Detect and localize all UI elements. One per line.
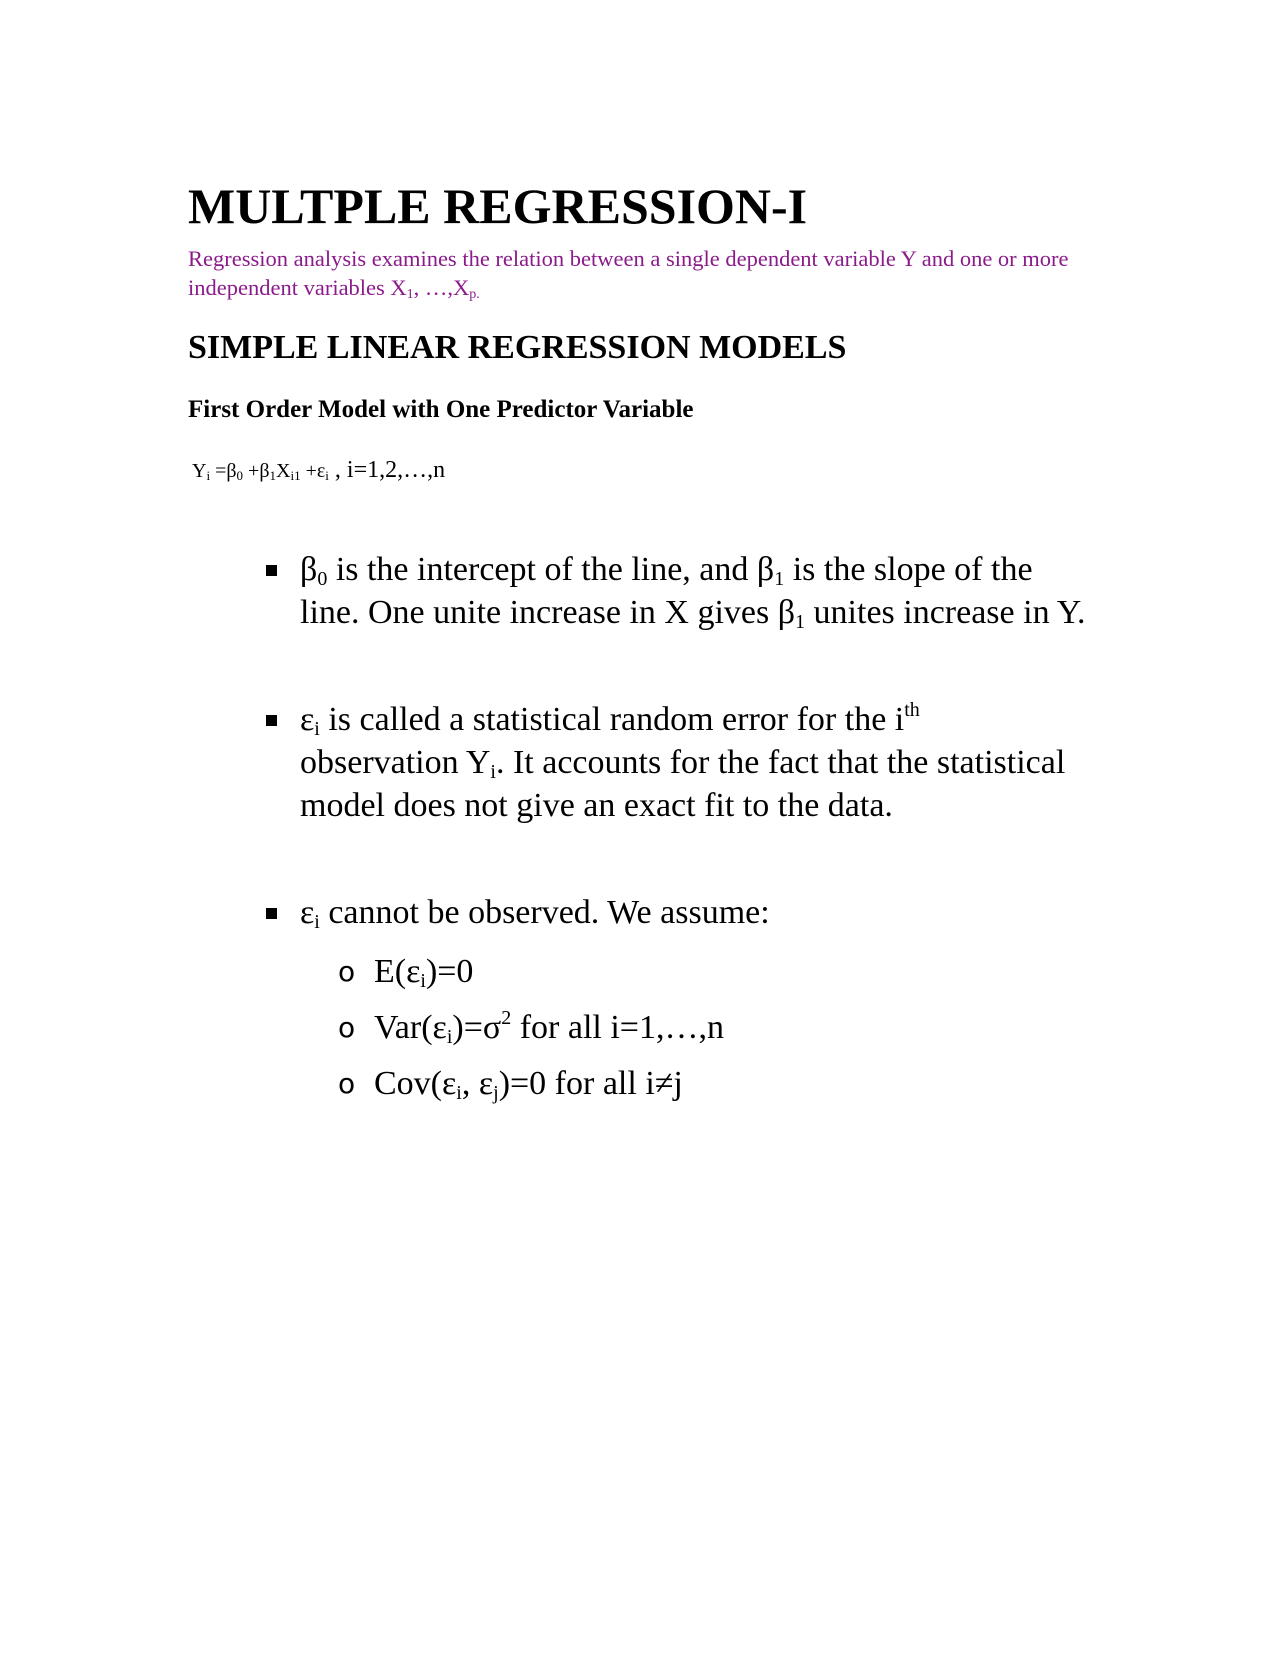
formula-x-sub: i1 <box>290 468 301 483</box>
s1-sub1: i <box>420 970 426 992</box>
bullet-random-error <box>266 698 1086 827</box>
b1-part3: is the slope of the line. One unite increase in X gives β <box>300 551 1033 631</box>
subsection-heading: First Order Model with One Predictor Variable <box>188 396 694 423</box>
intro-mid: , …,X <box>413 275 470 300</box>
s3-part3: )=0 for all i≠j <box>498 1065 683 1102</box>
formula-b0-sub: 0 <box>236 468 244 483</box>
b1-part1: β <box>300 551 318 588</box>
assumption-bullet-list <box>266 548 1086 1112</box>
formula-e-sub: i <box>325 468 329 483</box>
bullet-intercept-slope <box>266 548 1086 634</box>
formula-y-sub: i <box>206 468 211 483</box>
square-bullet-icon <box>266 565 277 576</box>
circle-bullet-icon: o <box>338 955 356 988</box>
b1-part4: unites increase in Y. <box>805 594 1086 631</box>
s2-part3: for all i=1,…,n <box>511 1009 724 1046</box>
b1-sub2: 1 <box>774 568 785 590</box>
s3-sub2: j <box>493 1082 499 1104</box>
assumption-zero-covariance <box>338 1056 1086 1112</box>
s2-sub1: i <box>446 1026 453 1048</box>
s1-part2: )=0 <box>425 953 474 990</box>
intro-text: Regression analysis examines the relation between a single dependent variable Y and one or more independent variables X <box>188 246 1069 300</box>
b1-sub3: 1 <box>795 611 806 633</box>
s2-sup-2: 2 <box>501 1007 512 1029</box>
b2-part4: . It accounts for the fact that the statistical model does not give an exact fit to the data. <box>300 744 1066 824</box>
s1-part1: E(ε <box>374 953 421 990</box>
b2-sub2: i <box>490 761 496 783</box>
circle-bullet-icon: o <box>338 1011 356 1044</box>
formula-x: X <box>276 460 291 482</box>
s2-part2: )=σ <box>452 1009 502 1046</box>
square-bullet-icon <box>266 908 277 919</box>
s3-part2: , ε <box>461 1065 494 1102</box>
formula-b1-sub: 1 <box>269 468 277 483</box>
assumption-constant-variance <box>338 1000 1086 1056</box>
document-title: MULTPLE REGRESSION-I <box>188 178 808 234</box>
intro-sub-p: p. <box>469 287 480 302</box>
formula-plus-beta: +β <box>243 460 270 482</box>
model-formula <box>192 454 445 487</box>
assumption-mean-zero <box>338 944 1086 1000</box>
b3-part1: ε <box>300 894 315 931</box>
circle-bullet-icon: o <box>338 1067 356 1100</box>
b2-part2: is called a statistical random error for the i <box>319 701 905 738</box>
b3-part2: cannot be observed. We assume: <box>319 894 770 931</box>
b1-sub1: 0 <box>317 568 328 590</box>
intro-sub-1: 1 <box>406 287 414 302</box>
assumption-sublist <box>300 944 1086 1112</box>
b2-sup-th: th <box>904 699 920 721</box>
s3-sub1: i <box>456 1082 462 1104</box>
formula-y: Y <box>192 460 207 482</box>
square-bullet-icon <box>266 715 277 726</box>
formula-tail: , i=1,2,…,n <box>328 457 446 483</box>
b3-sub1: i <box>314 911 320 933</box>
formula-plus-eps: +ε <box>300 460 326 482</box>
bullet-assumptions <box>266 891 1086 1112</box>
b2-sub1: i <box>314 718 320 740</box>
b2-part1: ε <box>300 701 315 738</box>
intro-paragraph <box>188 244 1108 302</box>
b2-part3: observation Y <box>300 744 491 781</box>
s3-part1: Cov(ε <box>374 1065 457 1102</box>
formula-eq-beta: =β <box>210 460 237 482</box>
b1-part2: is the intercept of the line, and β <box>327 551 775 588</box>
s2-part1: Var(ε <box>374 1009 447 1046</box>
section-heading: SIMPLE LINEAR REGRESSION MODELS <box>188 329 847 366</box>
